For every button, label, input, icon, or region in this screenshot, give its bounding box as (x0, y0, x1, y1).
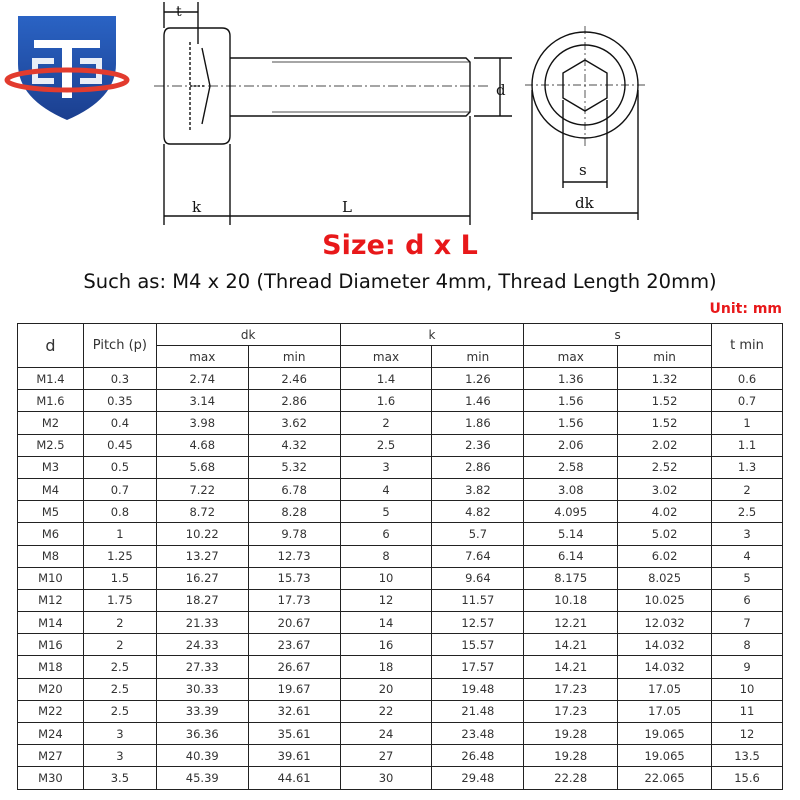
header-pitch: Pitch (p) (83, 324, 156, 368)
cell-dk-max: 2.74 (156, 368, 248, 390)
cell-pitch: 0.7 (83, 478, 156, 500)
cell-pitch: 0.5 (83, 456, 156, 478)
cell-k-min: 2.86 (432, 456, 524, 478)
cell-k-min: 3.82 (432, 478, 524, 500)
cell-pitch: 1 (83, 523, 156, 545)
cell-pitch: 3.5 (83, 767, 156, 789)
cell-dk-max: 36.36 (156, 723, 248, 745)
size-example-text: Such as: M4 x 20 (Thread Diameter 4mm, Thread Length 20mm) (83, 270, 717, 293)
cell-k-max: 2.5 (340, 434, 432, 456)
cell-dk-max: 24.33 (156, 634, 248, 656)
cell-t-min: 3 (712, 523, 783, 545)
cell-size: M5 (18, 501, 84, 523)
cell-size: M4 (18, 478, 84, 500)
header-k-min: min (432, 346, 524, 368)
header-dk-min: min (248, 346, 340, 368)
cell-dk-min: 2.86 (248, 390, 340, 412)
table-row (18, 368, 783, 390)
cell-s-max: 10.18 (524, 589, 618, 611)
cell-size: M1.6 (18, 390, 84, 412)
cell-t-min: 4 (712, 545, 783, 567)
cell-dk-min: 26.67 (248, 656, 340, 678)
table-row (18, 478, 783, 500)
cell-dk-min: 3.62 (248, 412, 340, 434)
cell-k-max: 20 (340, 678, 432, 700)
cell-t-min: 0.7 (712, 390, 783, 412)
cell-t-min: 13.5 (712, 745, 783, 767)
cell-s-min: 14.032 (618, 656, 712, 678)
cell-dk-max: 13.27 (156, 545, 248, 567)
cell-t-min: 1 (712, 412, 783, 434)
cell-s-max: 19.28 (524, 745, 618, 767)
cell-s-min: 2.02 (618, 434, 712, 456)
cell-size: M24 (18, 723, 84, 745)
cell-s-min: 1.52 (618, 390, 712, 412)
cell-k-min: 29.48 (432, 767, 524, 789)
cell-t-min: 8 (712, 634, 783, 656)
cell-s-min: 6.02 (618, 545, 712, 567)
cell-pitch: 1.5 (83, 567, 156, 589)
cell-size: M14 (18, 612, 84, 634)
cell-k-min: 1.46 (432, 390, 524, 412)
cell-pitch: 3 (83, 723, 156, 745)
header-k: k (340, 324, 524, 346)
cell-s-min: 8.025 (618, 567, 712, 589)
cell-pitch: 0.8 (83, 501, 156, 523)
cell-s-min: 12.032 (618, 612, 712, 634)
cell-k-min: 7.64 (432, 545, 524, 567)
cell-t-min: 11 (712, 700, 783, 722)
cell-k-max: 1.4 (340, 368, 432, 390)
cell-dk-max: 5.68 (156, 456, 248, 478)
cell-t-min: 10 (712, 678, 783, 700)
cell-s-max: 17.23 (524, 700, 618, 722)
cell-s-min: 17.05 (618, 700, 712, 722)
table-row (18, 589, 783, 611)
cell-s-max: 1.36 (524, 368, 618, 390)
cell-t-min: 0.6 (712, 368, 783, 390)
company-logo (4, 4, 130, 124)
table-row (18, 700, 783, 722)
cell-s-min: 1.52 (618, 412, 712, 434)
d-label: d (496, 81, 506, 99)
t-label: t (176, 4, 182, 20)
cell-pitch: 2.5 (83, 656, 156, 678)
cell-k-min: 1.26 (432, 368, 524, 390)
cell-s-min: 2.52 (618, 456, 712, 478)
table-row (18, 745, 783, 767)
cell-k-max: 18 (340, 656, 432, 678)
cell-s-max: 22.28 (524, 767, 618, 789)
cell-pitch: 1.25 (83, 545, 156, 567)
cell-t-min: 1.3 (712, 456, 783, 478)
cell-s-max: 8.175 (524, 567, 618, 589)
cell-pitch: 3 (83, 745, 156, 767)
cell-dk-min: 44.61 (248, 767, 340, 789)
header-s-max: max (524, 346, 618, 368)
table-row (18, 767, 783, 789)
cell-t-min: 7 (712, 612, 783, 634)
cell-s-max: 1.56 (524, 390, 618, 412)
cell-s-max: 3.08 (524, 478, 618, 500)
cell-dk-min: 20.67 (248, 612, 340, 634)
cell-k-min: 11.57 (432, 589, 524, 611)
cell-dk-max: 45.39 (156, 767, 248, 789)
cell-size: M27 (18, 745, 84, 767)
s-label: s (579, 161, 587, 179)
cell-k-min: 4.82 (432, 501, 524, 523)
cell-t-min: 6 (712, 589, 783, 611)
header-s: s (524, 324, 712, 346)
cell-size: M2.5 (18, 434, 84, 456)
cell-pitch: 0.3 (83, 368, 156, 390)
cell-k-max: 22 (340, 700, 432, 722)
cell-s-max: 12.21 (524, 612, 618, 634)
header-dk-max: max (156, 346, 248, 368)
cell-t-min: 2.5 (712, 501, 783, 523)
cell-k-min: 9.64 (432, 567, 524, 589)
table-row (18, 723, 783, 745)
cell-dk-max: 40.39 (156, 745, 248, 767)
cell-s-min: 17.05 (618, 678, 712, 700)
cell-size: M30 (18, 767, 84, 789)
cell-pitch: 0.45 (83, 434, 156, 456)
dk-label: dk (575, 194, 594, 212)
cell-dk-min: 9.78 (248, 523, 340, 545)
header-d: d (18, 324, 84, 368)
cell-pitch: 2 (83, 634, 156, 656)
cell-size: M8 (18, 545, 84, 567)
cell-dk-max: 3.14 (156, 390, 248, 412)
table-row (18, 612, 783, 634)
cell-size: M20 (18, 678, 84, 700)
cell-dk-max: 18.27 (156, 589, 248, 611)
cell-size: M22 (18, 700, 84, 722)
cell-pitch: 2.5 (83, 700, 156, 722)
table-row (18, 434, 783, 456)
cell-s-max: 17.23 (524, 678, 618, 700)
table-row (18, 545, 783, 567)
cell-t-min: 15.6 (712, 767, 783, 789)
L-label: L (342, 198, 352, 216)
cell-k-max: 27 (340, 745, 432, 767)
cell-k-min: 26.48 (432, 745, 524, 767)
cell-size: M3 (18, 456, 84, 478)
cell-k-max: 10 (340, 567, 432, 589)
cell-k-max: 6 (340, 523, 432, 545)
table-row (18, 390, 783, 412)
cell-s-max: 14.21 (524, 656, 618, 678)
cell-dk-max: 8.72 (156, 501, 248, 523)
cell-s-max: 19.28 (524, 723, 618, 745)
cell-t-min: 2 (712, 478, 783, 500)
cell-k-max: 2 (340, 412, 432, 434)
cell-dk-max: 3.98 (156, 412, 248, 434)
cell-t-min: 9 (712, 656, 783, 678)
cell-dk-max: 33.39 (156, 700, 248, 722)
cell-s-max: 5.14 (524, 523, 618, 545)
cell-dk-min: 4.32 (248, 434, 340, 456)
cell-dk-min: 23.67 (248, 634, 340, 656)
cell-s-min: 1.32 (618, 368, 712, 390)
cell-size: M10 (18, 567, 84, 589)
table-row (18, 567, 783, 589)
cell-pitch: 0.4 (83, 412, 156, 434)
cell-s-min: 19.065 (618, 723, 712, 745)
cell-k-max: 4 (340, 478, 432, 500)
cell-dk-min: 15.73 (248, 567, 340, 589)
cell-size: M12 (18, 589, 84, 611)
table-row (18, 501, 783, 523)
cell-dk-min: 6.78 (248, 478, 340, 500)
cell-k-min: 5.7 (432, 523, 524, 545)
screw-end-view-drawing (515, 10, 655, 225)
cell-k-min: 21.48 (432, 700, 524, 722)
cell-s-min: 14.032 (618, 634, 712, 656)
cell-s-min: 22.065 (618, 767, 712, 789)
cell-dk-min: 19.67 (248, 678, 340, 700)
cell-dk-max: 7.22 (156, 478, 248, 500)
cell-size: M18 (18, 656, 84, 678)
cell-dk-max: 10.22 (156, 523, 248, 545)
cell-s-min: 19.065 (618, 745, 712, 767)
cell-k-min: 17.57 (432, 656, 524, 678)
unit-label: Unit: mm (709, 301, 782, 317)
cell-k-max: 24 (340, 723, 432, 745)
cell-pitch: 2 (83, 612, 156, 634)
table-row (18, 634, 783, 656)
cell-s-min: 4.02 (618, 501, 712, 523)
cell-s-max: 14.21 (524, 634, 618, 656)
cell-s-max: 2.06 (524, 434, 618, 456)
cell-size: M16 (18, 634, 84, 656)
cell-dk-min: 17.73 (248, 589, 340, 611)
header-s-min: min (618, 346, 712, 368)
header-dk: dk (156, 324, 340, 346)
cell-k-max: 16 (340, 634, 432, 656)
cell-k-max: 5 (340, 501, 432, 523)
cell-dk-min: 35.61 (248, 723, 340, 745)
cell-dk-min: 39.61 (248, 745, 340, 767)
cell-dk-min: 8.28 (248, 501, 340, 523)
header-k-max: max (340, 346, 432, 368)
cell-k-max: 12 (340, 589, 432, 611)
cell-s-max: 2.58 (524, 456, 618, 478)
cell-t-min: 1.1 (712, 434, 783, 456)
cell-size: M2 (18, 412, 84, 434)
table-row (18, 412, 783, 434)
cell-k-min: 2.36 (432, 434, 524, 456)
table-row (18, 656, 783, 678)
cell-dk-min: 5.32 (248, 456, 340, 478)
cell-k-max: 30 (340, 767, 432, 789)
cell-t-min: 12 (712, 723, 783, 745)
cell-dk-min: 2.46 (248, 368, 340, 390)
cell-k-max: 1.6 (340, 390, 432, 412)
cell-t-min: 5 (712, 567, 783, 589)
cell-dk-max: 27.33 (156, 656, 248, 678)
cell-k-min: 15.57 (432, 634, 524, 656)
cell-k-max: 8 (340, 545, 432, 567)
cell-k-max: 3 (340, 456, 432, 478)
cell-k-min: 19.48 (432, 678, 524, 700)
cell-k-min: 12.57 (432, 612, 524, 634)
cell-k-min: 23.48 (432, 723, 524, 745)
size-title: Size: d x L (322, 230, 478, 261)
cell-k-max: 14 (340, 612, 432, 634)
header-t-min: t min (712, 324, 783, 368)
cell-s-min: 10.025 (618, 589, 712, 611)
cell-size: M1.4 (18, 368, 84, 390)
cell-dk-max: 4.68 (156, 434, 248, 456)
dimension-table (17, 323, 783, 790)
table-row (18, 456, 783, 478)
cell-dk-max: 30.33 (156, 678, 248, 700)
cell-dk-max: 21.33 (156, 612, 248, 634)
cell-pitch: 2.5 (83, 678, 156, 700)
cell-pitch: 0.35 (83, 390, 156, 412)
table-row (18, 678, 783, 700)
cell-dk-min: 32.61 (248, 700, 340, 722)
cell-k-min: 1.86 (432, 412, 524, 434)
cell-s-max: 6.14 (524, 545, 618, 567)
cell-s-max: 1.56 (524, 412, 618, 434)
cell-dk-min: 12.73 (248, 545, 340, 567)
k-label: k (192, 198, 202, 216)
cell-size: M6 (18, 523, 84, 545)
cell-s-min: 3.02 (618, 478, 712, 500)
table-row (18, 523, 783, 545)
cell-s-min: 5.02 (618, 523, 712, 545)
cell-dk-max: 16.27 (156, 567, 248, 589)
cell-pitch: 1.75 (83, 589, 156, 611)
cell-s-max: 4.095 (524, 501, 618, 523)
